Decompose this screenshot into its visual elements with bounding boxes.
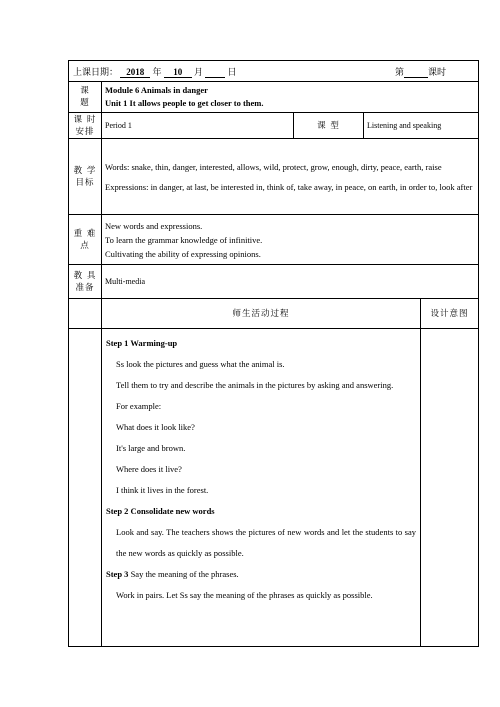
period-prefix: 第 xyxy=(395,66,405,77)
keypoint-2: To learn the grammar knowledge of infinitive. xyxy=(105,234,263,245)
step1-line-3: For example: xyxy=(116,401,162,411)
step1-line-2: Tell them to try and describe the animals in the pictures by asking and answering. xyxy=(116,380,394,390)
period-count xyxy=(395,65,474,78)
process-heading-row xyxy=(69,299,479,329)
lesson-plan-sheet xyxy=(68,60,478,647)
year-unit: 年 xyxy=(152,66,162,77)
step1-title: Step 1 Warming-up xyxy=(106,338,178,348)
step3-title: Step 3 xyxy=(106,569,129,579)
step1-line-1: Ss look the pictures and guess what the animal is. xyxy=(116,359,285,369)
period-suffix: 课时 xyxy=(428,66,447,77)
topic-label: 课 题 xyxy=(69,82,102,113)
step3-line-1: Work in pairs. Let Ss say the meaning of the phrases as quickly as possible. xyxy=(116,590,373,600)
step2-title: Step 2 Consolidate new words xyxy=(106,506,215,516)
step3-title-rest: Say the meaning of the phrases. xyxy=(128,569,239,579)
topic-row xyxy=(69,82,479,113)
keypoint-1: New words and expressions. xyxy=(105,220,203,231)
step3-title-line xyxy=(106,564,416,585)
type-value: Listening and speaking xyxy=(364,113,479,139)
keypoint-3: Cultivating the ability of expressing opinions. xyxy=(105,248,261,259)
goals-expressions: Expressions: in danger, at last, be interested in, think of, take away, in peace, on earth, in order to, look after xyxy=(105,181,473,192)
keypoints-label: 重 难 点 xyxy=(69,215,102,265)
process-body xyxy=(102,329,421,647)
step1-line-4: What does it look like? xyxy=(116,422,195,432)
goals-row xyxy=(69,139,479,215)
header-row xyxy=(69,61,479,82)
type-label: 课 型 xyxy=(294,113,364,139)
step1-line-7: I think it lives in the forest. xyxy=(116,485,209,495)
tools-row xyxy=(69,265,479,299)
month-value: 10 xyxy=(164,67,192,78)
topic-line-1: Module 6 Animals in danger xyxy=(105,85,208,95)
intent-body xyxy=(421,329,479,647)
year-value: 2018 xyxy=(120,67,150,78)
step2-line-1: Look and say. The teachers shows the pictures of new words and let the students to say the new words as quickly as possible. xyxy=(116,527,416,558)
date-label: 上课日期： xyxy=(73,66,119,77)
step1-line-5: It's large and brown. xyxy=(116,443,186,453)
tools-value: Multi-media xyxy=(102,265,479,299)
lesson-plan-table xyxy=(68,60,479,647)
goals-label: 教 学 目标 xyxy=(69,139,102,215)
step1-line-6: Where does it live? xyxy=(116,464,182,474)
day-unit: 日 xyxy=(227,66,237,77)
period-blank xyxy=(404,67,428,78)
tools-label: 教 具 准备 xyxy=(69,265,102,299)
topic-line-2: Unit 1 It allows people to get closer to them. xyxy=(105,98,264,108)
schedule-value: Period 1 xyxy=(102,113,294,139)
schedule-label: 课 时 安排 xyxy=(69,113,102,139)
day-blank xyxy=(205,67,225,78)
process-heading: 师生活动过程 xyxy=(102,299,421,329)
process-body-row xyxy=(69,329,479,647)
month-unit: 月 xyxy=(194,66,204,77)
intent-heading: 设计意图 xyxy=(421,299,479,329)
goals-words: Words: snake, thin, danger, interested, allows, wild, protect, grow, enough, dirty, peace, earth, raise xyxy=(105,161,442,172)
schedule-row xyxy=(69,113,479,139)
keypoints-row xyxy=(69,215,479,265)
